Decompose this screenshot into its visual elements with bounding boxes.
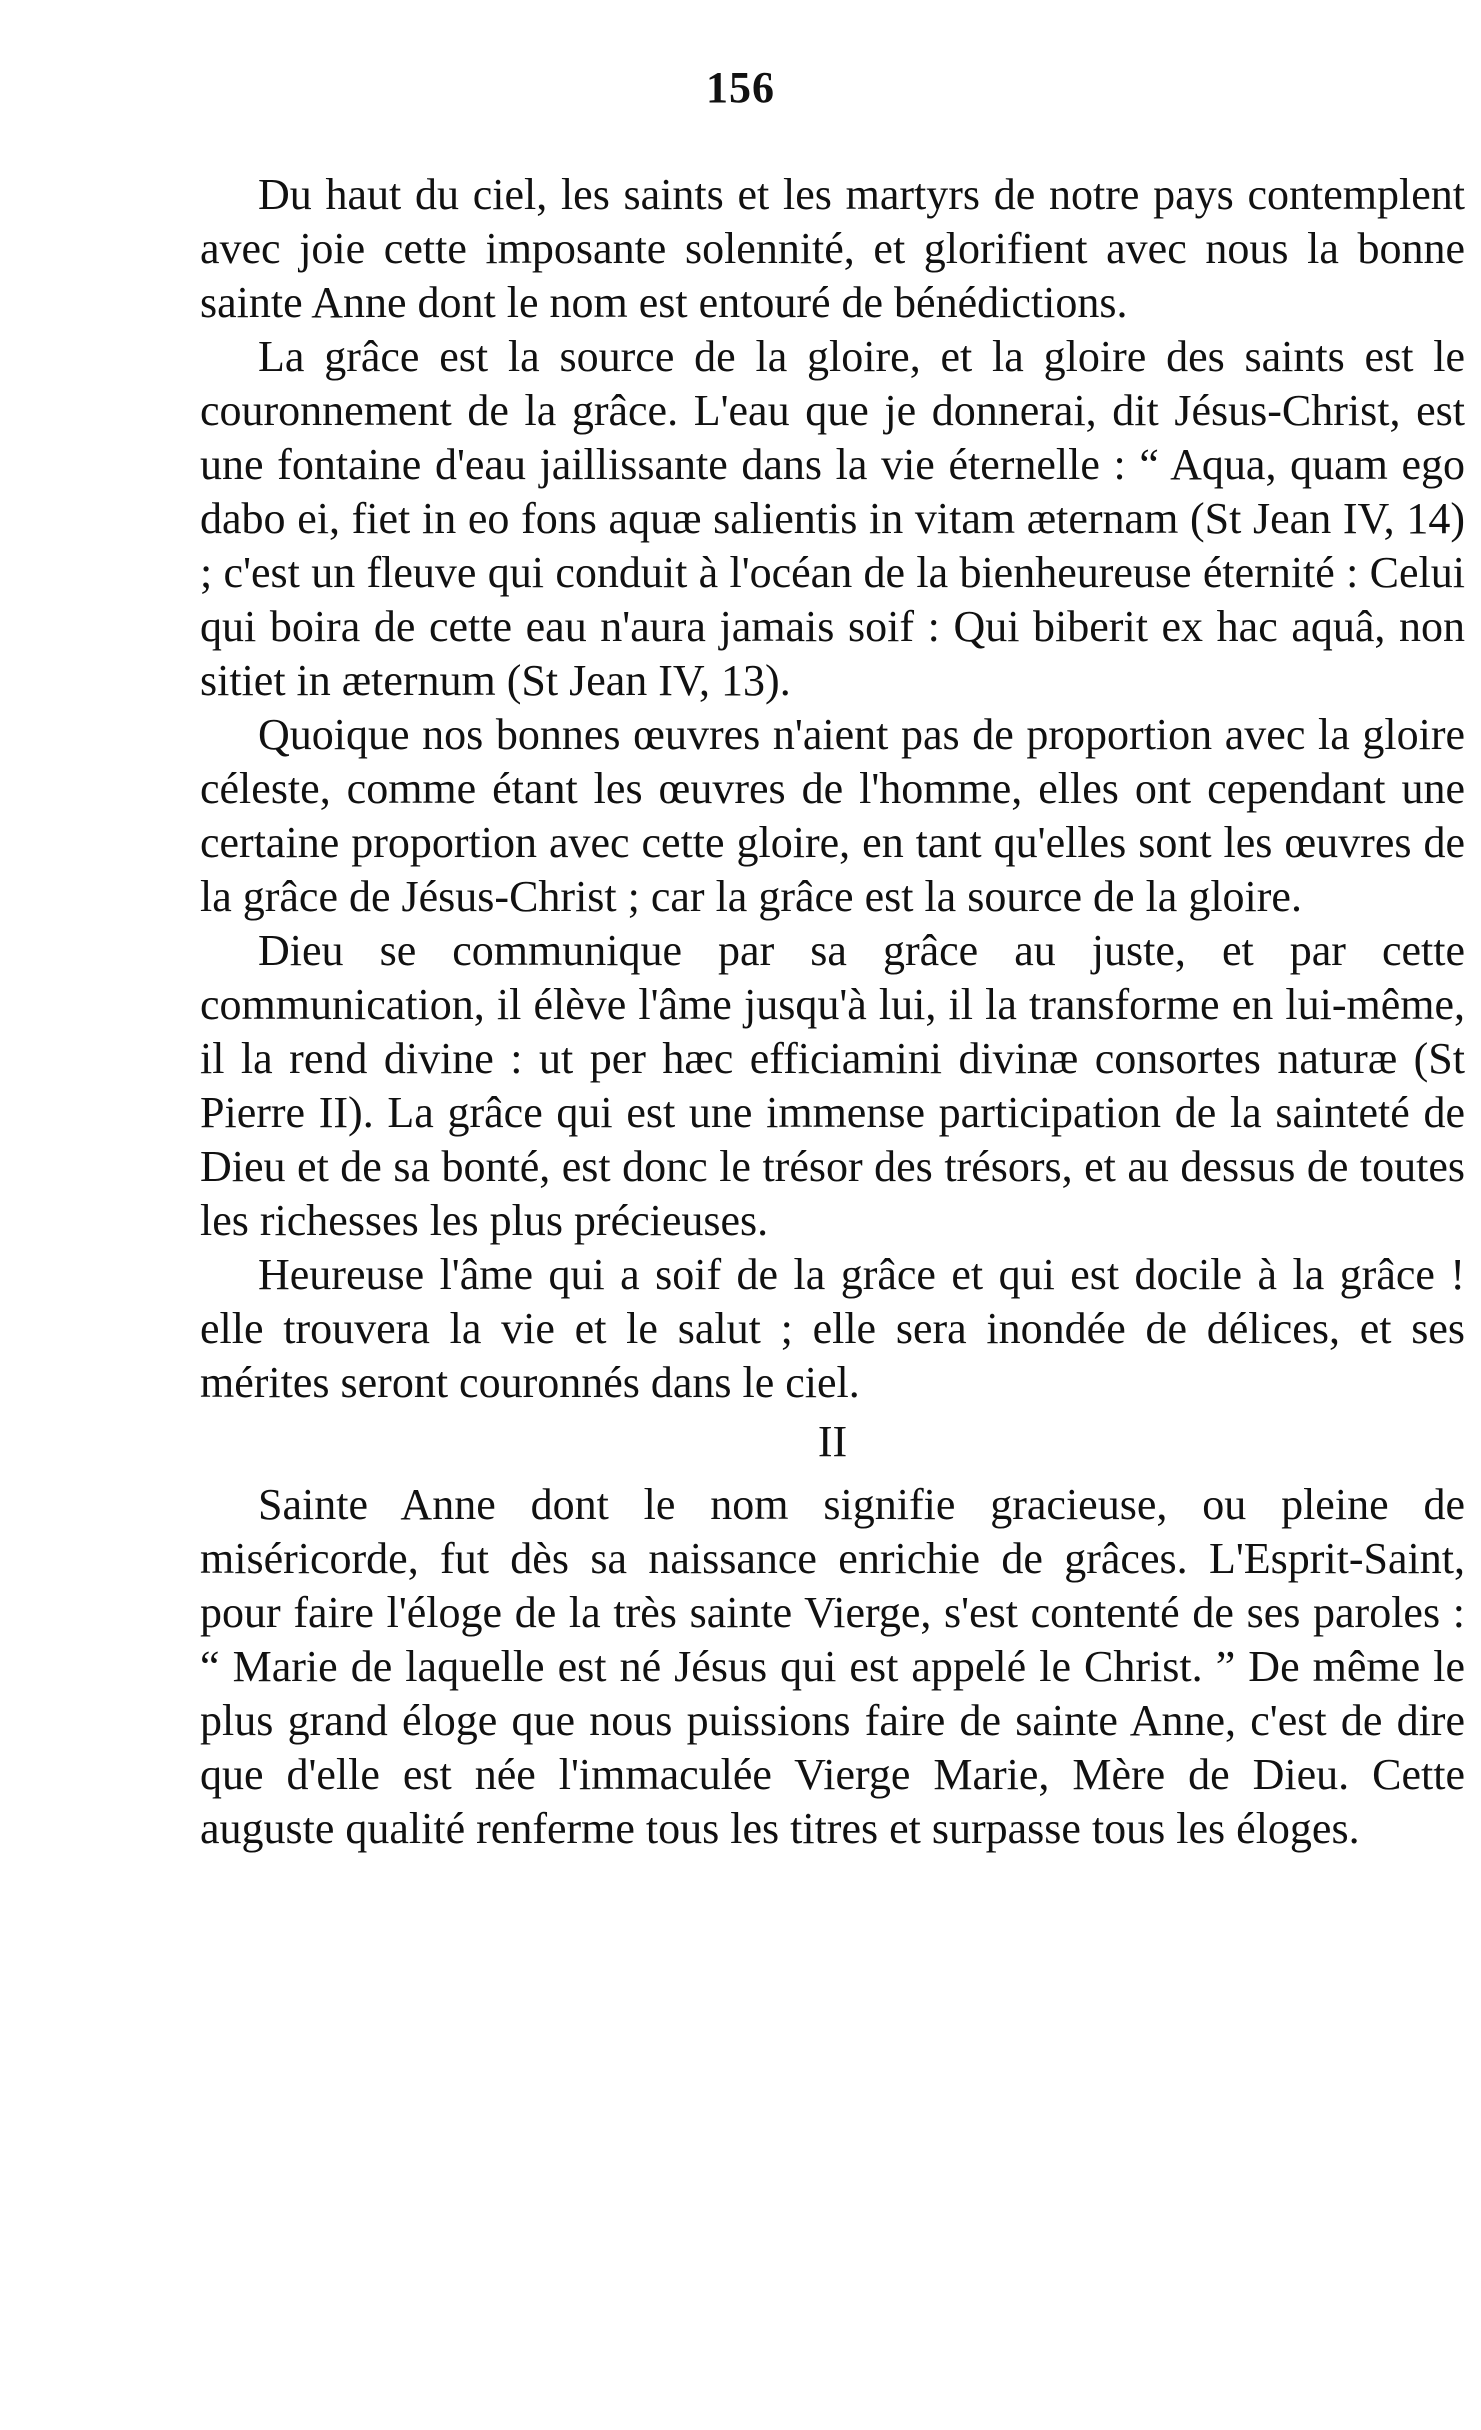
paragraph-happy-soul: Heureuse l'âme qui a soif de la grâce et qui est docile à la grâce ! elle trouvera la vie et le salut ; elle sera inondée de délices, et ses mérites seront couronnés dans le ciel. (200, 1250, 1465, 1407)
paragraph-god-communicates-grace: Dieu se communique par sa grâce au juste, et par cette communication, il élève l'âme jusqu'à lui, il la transforme en lui-même, il la rend divine : ut per hæc efficiamini divinæ consortes naturæ (St Pierre II). La grâce qui est une immense participation de la sainteté de Dieu et de sa bonté, est donc le trésor des trésors, et au dessus de toutes les richesses les plus précieuses. (200, 926, 1465, 1245)
paragraph-saints-contemplate: Du haut du ciel, les saints et les martyrs de notre pays contemplent avec joie cette imposante solennité, et glorifient avec nous la bonne sainte Anne dont le nom est entouré de bénédictions. (200, 170, 1465, 327)
paragraph-grace-source-of-glory: La grâce est la source de la gloire, et la gloire des saints est le couronnement de la grâce. L'eau que je donnerai, dit Jésus-Christ, est une fontaine d'eau jaillissante dans la vie éternelle : “ Aqua, quam ego dabo ei, fiet in eo fons aquæ salientis in vitam æternam (St Jean IV, 14) ; c'est un fleuve qui conduit à l'océan de la bienheureuse éternité : Celui qui boira de cette eau n'aura jamais soif : Qui biberit ex hac aquâ, non sitiet in æternum (St Jean IV, 13). (200, 332, 1465, 705)
section-heading: II (817, 1417, 848, 1466)
page-number: 156 (706, 63, 775, 112)
paragraph-good-works-proportion: Quoique nos bonnes œuvres n'aient pas de proportion avec la gloire céleste, comme étant les œuvres de l'homme, elles ont cependant une certaine proportion avec cette gloire, en tant qu'elles sont les œuvres de la grâce de Jésus-Christ ; car la grâce est la source de la gloire. (200, 710, 1465, 921)
body-text (200, 168, 1465, 1856)
paragraph-sainte-anne-name: Sainte Anne dont le nom signifie gracieuse, ou pleine de miséricorde, fut dès sa naissance enrichie de grâces. L'Esprit-Saint, pour faire l'éloge de la très sainte Vierge, s'est contenté de ses paroles : “ Marie de laquelle est né Jésus qui est appelé le Christ. ” De même le plus grand éloge que nous puissions faire de sainte Anne, c'est de dire que d'elle est née l'immaculée Vierge Marie, Mère de Dieu. Cette auguste qualité renferme tous les titres et surpasse tous les éloges. (200, 1480, 1465, 1853)
